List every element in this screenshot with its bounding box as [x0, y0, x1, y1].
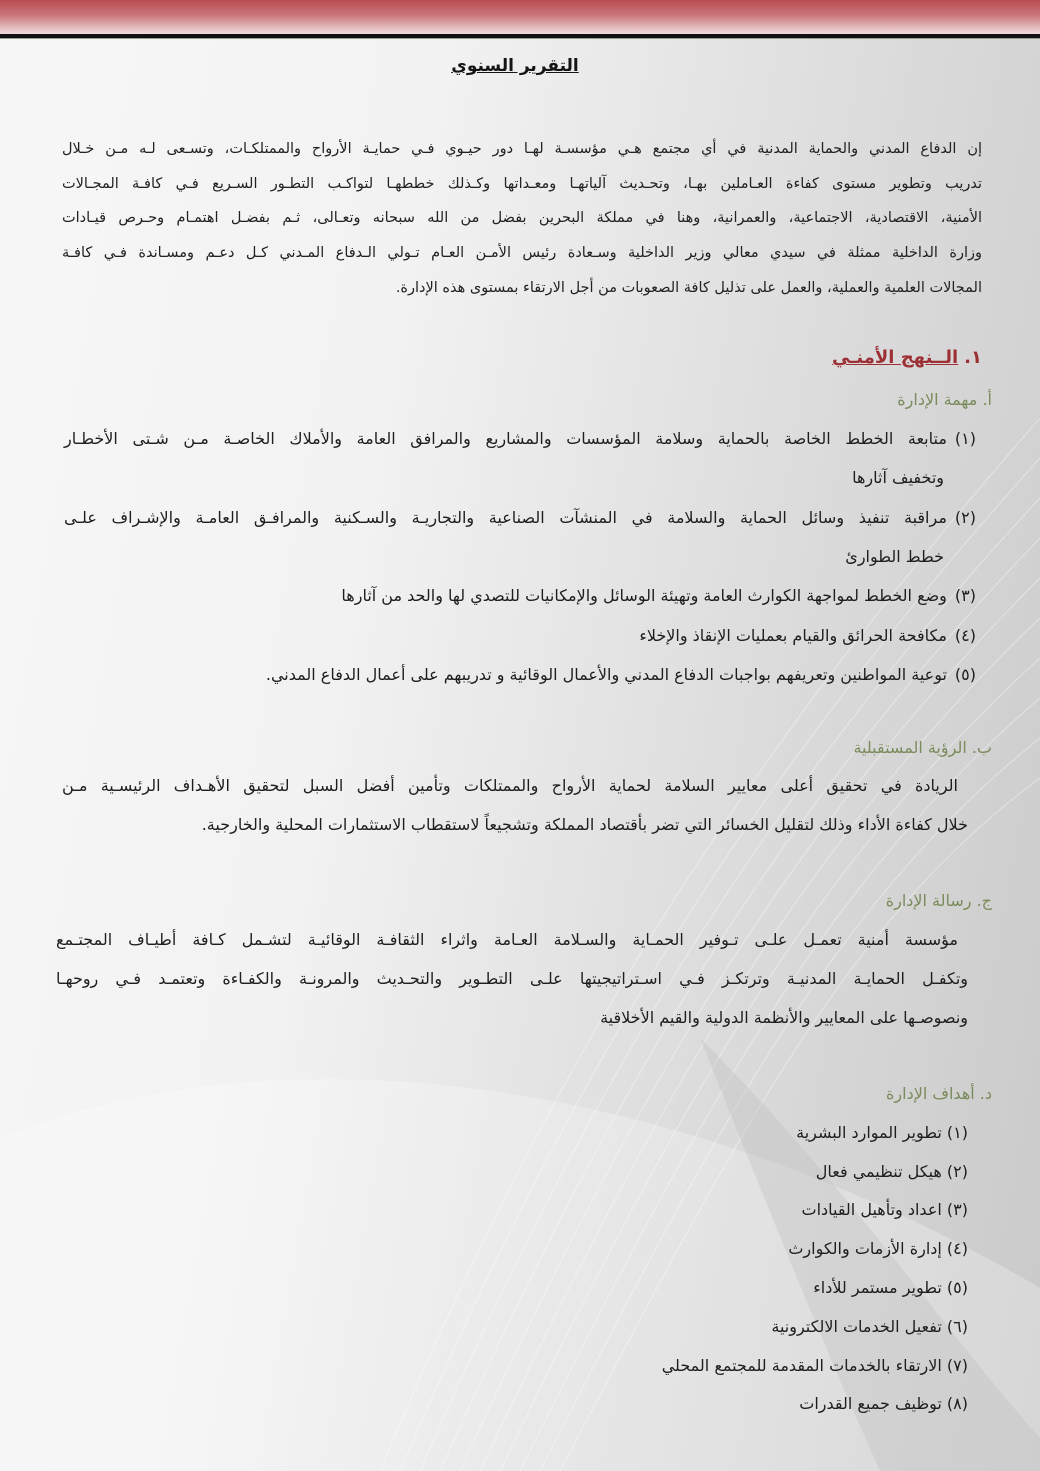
intro-line: تدريب وتطوير مستوى كفاءة العـاملين بهـا، وتحـديث آلياتهـا ومعـداتها وكـذلك خططهـا لتواكـب التطـور السـريع فـي كافـة المجـالات — [62, 176, 982, 192]
item-text: مراقبة تنفيذ وسائل الحماية والسلامة في المنشآت الصناعية والتجاريـة والسـكنية والمرافـق العامـة والإشـراف علـى — [64, 508, 947, 527]
subsection-heading-mission: أ. مهمة الإدارة — [897, 390, 992, 409]
section-heading-security-approach — [832, 347, 982, 368]
intro-line: وزارة الداخلية ممثلة في سيدي معالي وزير الداخلية وسـعادة رئيس الأمـن العـام تـولي الـدفاع المـدني كـل دعـم ومسـاندة فـي كافـة — [62, 245, 982, 261]
item-number: (١) — [954, 429, 976, 448]
mission-item — [639, 626, 976, 645]
intro-line: إن الدفاع المدني والحماية المدنية في أي مجتمع هـي مؤسسـة لهـا دور حيـوي فـي حمايـة الأرواح والممتلكـات، وتسـعى لـه مـن خـلال — [62, 141, 982, 157]
goal-item: (٧) الارتقاء بالخدمات المقدمة للمجتمع المحلي — [661, 1356, 968, 1375]
item-number: (٣) — [954, 586, 976, 605]
item-text: مكافحة الحرائق والقيام بعمليات الإنقاذ والإخلاء — [639, 626, 947, 645]
section-label: الــنهج الأمنـي — [832, 347, 959, 368]
goal-item: (٤) إدارة الأزمات والكوارث — [788, 1239, 968, 1258]
item-text: توعية المواطنين وتعريفهم بواجبات الدفاع المدني والأعمال الوقائية و تدريبهم على أعمال الدفاع المدني. — [265, 665, 947, 684]
mission-item — [64, 508, 976, 527]
subsection-heading-message: ج. رسالة الإدارة — [885, 891, 992, 910]
subsection-heading-vision: ب. الرؤية المستقبلية — [853, 738, 992, 757]
mission-item — [64, 429, 976, 448]
item-text: وضع الخطط لمواجهة الكوارث العامة وتهيئة الوسائل والإمكانيات للتصدي لها والحد من آثارها — [341, 586, 947, 605]
mission-item-continuation: وتخفيف آثارها — [852, 468, 944, 487]
vision-line: خلال كفاءة الأداء وذلك لتقليل الخسائر التي تضر بأقتصاد المملكة وتشجيعاً لاستقطاب الاستثمارات المحلية والخارجية. — [201, 815, 968, 834]
message-line: وتكفـل الحمايـة المدنيـة وترتكـز فـي اسـتراتيجيتها علـى التطـوير والتحـديث والمرونـة والكفـاءة وتعتمـد فـي روحهـا — [56, 969, 968, 988]
mission-item — [341, 586, 976, 605]
vision-line: الريادة في تحقيق أعلى معايير السلامة لحماية الأرواح والممتلكات وتأمين أفضل السبل لتحقيق الأهـداف الرئيسـية مـن — [62, 776, 958, 795]
page-title: التقرير السنوي — [451, 56, 579, 76]
goal-item: (٥) تطوير مستمر للأداء — [813, 1278, 968, 1297]
item-number: (٤) — [954, 626, 976, 645]
message-line: مؤسسة أمنية تعمـل علـى تـوفير الحمـاية والسـلامة العـامة واثراء الثقافـة الوقائيـة لتشـمل كـافة أطيـاف المجتـمع — [56, 930, 958, 949]
intro-line: الأمنية، الاقتصادية، الاجتماعية، والعمرانية، وهنا في مملكة البحرين بفضل من الله سبحانه وتعـالى، ثـم بفضـل اهتمـام وحـرص قيـادات — [62, 210, 982, 226]
item-number: (٥) — [954, 665, 976, 684]
item-number: (٢) — [954, 508, 976, 527]
mission-item-continuation: خطط الطوارئ — [845, 547, 944, 566]
goal-item: (٣) اعداد وتأهيل القيادات — [801, 1200, 968, 1219]
goal-item: (٨) توظيف جميع القدرات — [799, 1394, 968, 1413]
goal-item: (٢) هيكل تنظيمي فعال — [815, 1162, 968, 1181]
mission-item — [266, 665, 976, 684]
section-number: ١. — [964, 347, 982, 368]
goal-item: (٦) تفعيل الخدمات الالكترونية — [771, 1317, 968, 1336]
item-text: متابعة الخطط الخاصة بالحماية وسلامة المؤسسات والمشاريع والمرافق العامة والأملاك الخاصـة مـن شـتى الأخطـار — [64, 429, 947, 448]
message-line: ونصوصـها على المعايير والأنظمة الدولية والقيم الأخلاقية — [600, 1008, 968, 1027]
subsection-heading-goals: د. أهداف الإدارة — [886, 1084, 992, 1103]
goal-item: (١) تطوير الموارد البشرية — [796, 1123, 968, 1142]
intro-line: المجالات العلمية والعملية، والعمل على تذليل كافة الصعوبات من أجل الارتقاء بمستوى هذه الإدارة. — [395, 280, 982, 296]
